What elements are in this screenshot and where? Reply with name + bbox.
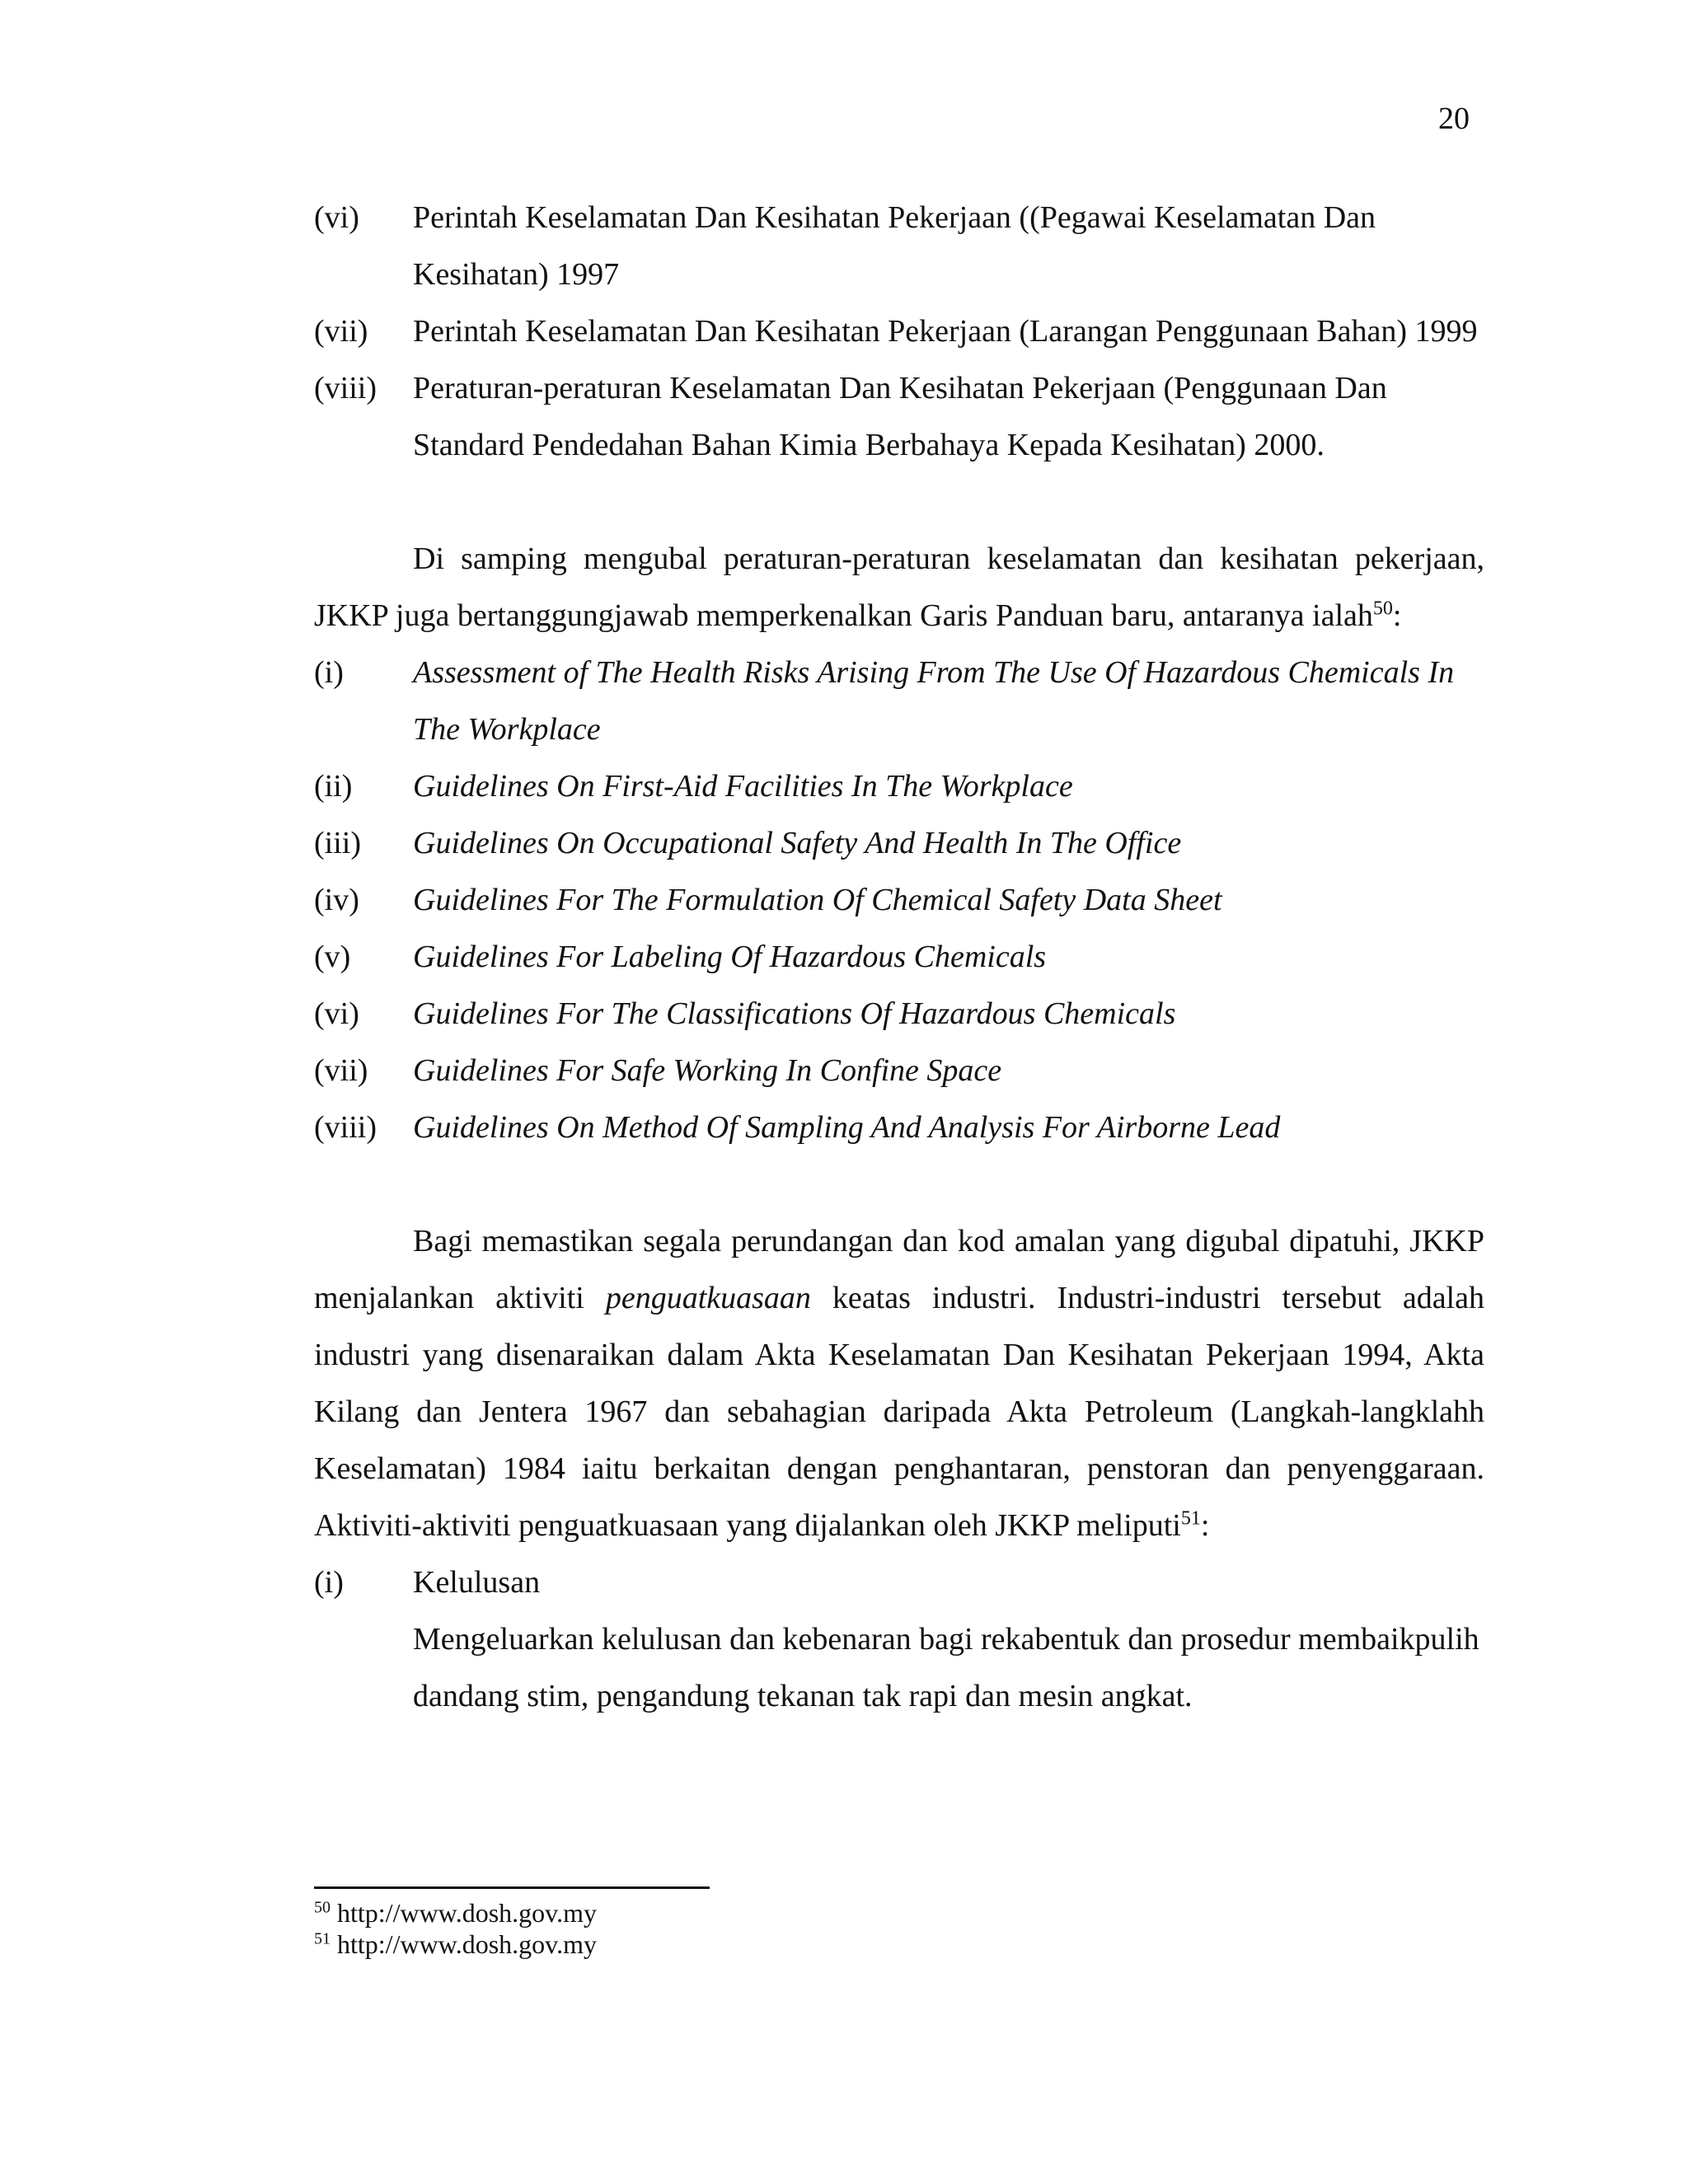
page-number: 20 — [1438, 101, 1470, 136]
list-item — [314, 929, 1484, 986]
list-item-number: (iii) — [314, 826, 361, 860]
list-item-number: (ii) — [314, 769, 353, 804]
list-item — [314, 872, 1484, 929]
list-item-number: (vi) — [314, 200, 359, 235]
paragraph-text: Di samping mengubal peraturan-peraturan keselamatan dan kesihatan pekerjaan, JKKP juga bertanggungjawab memperkenalkan Garis Panduan baru, antaranya ialah — [314, 541, 1484, 633]
page-body — [314, 190, 1484, 1725]
footnotes — [314, 1897, 597, 1960]
list-item-text: Guidelines On Method Of Sampling And Analysis For Airborne Lead — [413, 1110, 1281, 1145]
list-item-number: (viii) — [314, 1110, 377, 1145]
list-item-title: Kelulusan — [413, 1565, 541, 1600]
list-item-text: Guidelines For The Formulation Of Chemical Safety Data Sheet — [413, 883, 1222, 917]
list-item — [314, 644, 1484, 758]
list-item — [314, 303, 1484, 360]
footnote-reference[interactable]: 51 — [1180, 1507, 1201, 1530]
footnote-divider — [314, 1886, 710, 1889]
list-item-text: Guidelines On Occupational Safety And Health In The Office — [413, 826, 1182, 860]
paragraph-punctuation: : — [1392, 598, 1402, 633]
list-item-text: Guidelines On First-Aid Facilities In The Workplace — [413, 769, 1073, 804]
list-item — [314, 1554, 1484, 1725]
paragraph-guidelines-intro — [314, 531, 1484, 644]
list-item-number: (i) — [314, 1565, 344, 1600]
footnote-link[interactable]: http://www.dosh.gov.my — [331, 1898, 597, 1928]
footnote-reference[interactable]: 50 — [1372, 598, 1393, 620]
list-item-text: Peraturan-peraturan Keselamatan Dan Kesihatan Pekerjaan (Penggunaan Dan Standard Pendedahan Bahan Kimia Berbahaya Kepada Kesihatan) 2000. — [413, 371, 1387, 462]
list-item-number: (iv) — [314, 883, 359, 917]
footnote-link[interactable]: http://www.dosh.gov.my — [331, 1929, 597, 1959]
list-item-text: Guidelines For Labeling Of Hazardous Chemicals — [413, 940, 1047, 974]
paragraph-text: Bagi memastikan segala perundangan dan kod amalan yang digubal dipatuhi, JKKP menjalankan aktiviti — [314, 1224, 1484, 1315]
paragraph-emphasis: penguatkuasaan — [605, 1281, 811, 1315]
activities-list — [314, 1554, 1484, 1725]
list-item — [314, 758, 1484, 815]
list-item-number: (vii) — [314, 314, 368, 349]
list-item — [314, 815, 1484, 872]
list-item — [314, 1099, 1484, 1156]
list-item-number: (v) — [314, 940, 351, 974]
list-item-number: (viii) — [314, 371, 377, 405]
regulation-list — [314, 190, 1484, 474]
list-item-text: Guidelines For The Classifications Of Hazardous Chemicals — [413, 996, 1176, 1031]
footnote — [314, 1897, 597, 1929]
footnote-number: 51 — [314, 1929, 331, 1948]
list-item-description: Mengeluarkan kelulusan dan kebenaran bagi rekabentuk dan prosedur membaikpulih dandang stim, pengandung tekanan tak rapi dan mesin angkat. — [413, 1622, 1479, 1713]
list-item — [314, 986, 1484, 1043]
list-item-text: Perintah Keselamatan Dan Kesihatan Pekerjaan ((Pegawai Keselamatan Dan Kesihatan) 1997 — [413, 200, 1376, 292]
paragraph-enforcement — [314, 1213, 1484, 1554]
list-item-number: (vi) — [314, 996, 359, 1031]
paragraph-text: keatas industri. Industri-industri tersebut adalah industri yang disenaraikan dalam Akta Keselamatan Dan Kesihatan Pekerjaan 1994, Akta Kilang dan Jentera 1967 dan sebahagian daripada Akta Petroleum (Langkah-langklahh Keselamatan) 1984 iaitu berkaitan dengan penghantaran, penstoran dan penyenggaraan. Aktiviti-aktiviti penguatkuasaan yang dijalankan oleh JKKP meliputi — [314, 1281, 1484, 1543]
list-item — [314, 1043, 1484, 1099]
list-item-text: Perintah Keselamatan Dan Kesihatan Pekerjaan (Larangan Penggunaan Bahan) 1999 — [413, 314, 1478, 349]
list-item-number: (vii) — [314, 1053, 368, 1088]
footnote — [314, 1929, 597, 1960]
guidelines-list — [314, 644, 1484, 1156]
footnote-number: 50 — [314, 1898, 331, 1917]
list-item — [314, 190, 1484, 303]
list-item — [314, 360, 1484, 474]
paragraph-punctuation: : — [1200, 1508, 1210, 1543]
list-item-text: Assessment of The Health Risks Arising From The Use Of Hazardous Chemicals In The Workplace — [413, 655, 1455, 747]
list-item-number: (i) — [314, 655, 344, 690]
list-item-text: Guidelines For Safe Working In Confine Space — [413, 1053, 1002, 1088]
